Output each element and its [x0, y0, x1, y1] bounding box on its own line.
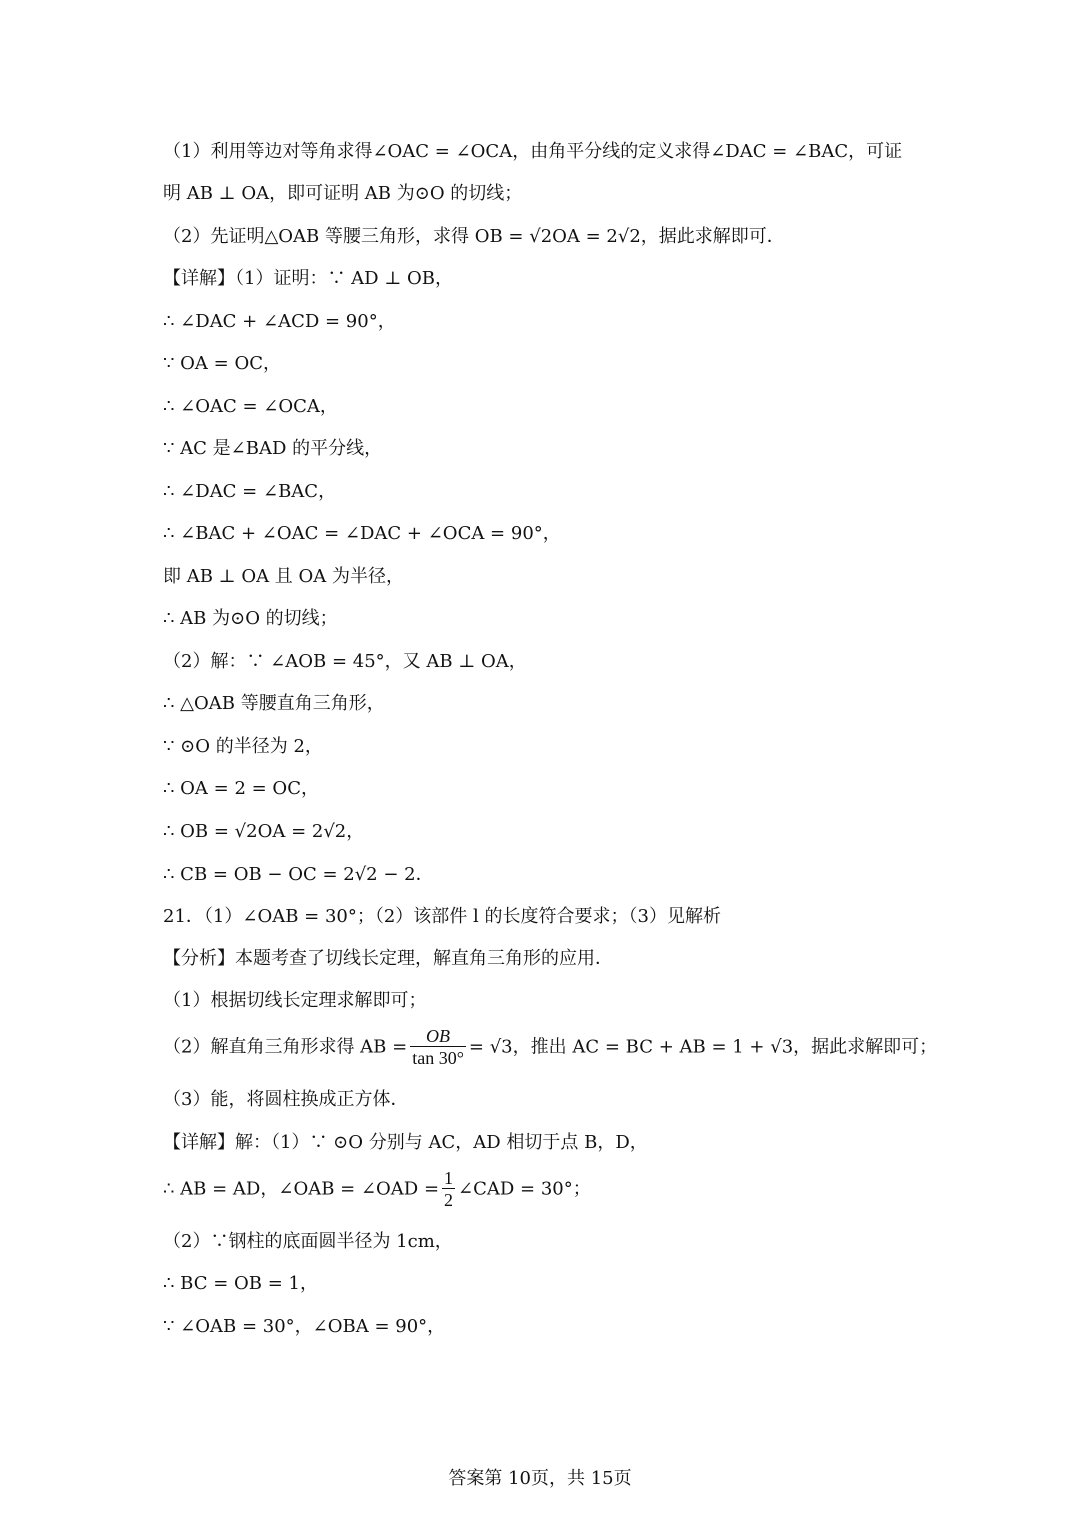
fraction [442, 1168, 455, 1211]
line-suffix: ∠CAD = 30°； [458, 1178, 591, 1200]
fraction-numerator: OB [410, 1026, 466, 1047]
text-line: ∵ ∠OAB = 30°，∠OBA = 90°， [163, 1316, 446, 1337]
text-line: ∴ ∠OAC = ∠OCA， [163, 396, 338, 417]
fraction [410, 1026, 466, 1069]
text-line: ∴ OA = 2 = OC， [163, 778, 319, 799]
fraction-denominator: 2 [444, 1190, 454, 1210]
text-line: ∴ CB = OB − OC = 2√2 − 2． [163, 864, 434, 885]
text-line: （1）根据切线长定理求解即可； [163, 990, 427, 1011]
text-line: 【分析】本题考查了切线长定理，解直角三角形的应用． [163, 948, 613, 969]
text-line: ∵ AC 是∠BAD 的平分线， [163, 438, 383, 459]
text-line: ∴ AB 为⊙O 的切线； [163, 608, 338, 629]
text-line: （2）解：∵ ∠AOB = 45°，又 AB ⊥ OA， [163, 651, 527, 672]
question-21-answer: 21．（1）∠OAB = 30°；（2）该部件 l 的长度符合要求；（3）见解析 [163, 906, 721, 927]
text-line: 【详解】解：（1）∵ ⊙O 分别与 AC，AD 相切于点 B，D， [163, 1132, 648, 1153]
text-line: ∴ ∠DAC = ∠BAC， [163, 481, 337, 502]
line-prefix: （2）解直角三角形求得 AB = [163, 1036, 408, 1058]
text-line: ∵ OA = OC， [163, 353, 281, 374]
text-line: ∴ BC = OB = 1， [163, 1273, 318, 1294]
text-line: ∴ OB = √2OA = 2√2， [163, 821, 365, 842]
text-line: ∴ ∠DAC + ∠ACD = 90°， [163, 311, 396, 332]
text-line: （1）利用等边对等角求得∠OAC = ∠OCA，由角平分线的定义求得∠DAC = ∠BAC，可证 [163, 141, 903, 162]
text-line: （3）能，将圆柱换成正方体． [163, 1089, 409, 1110]
text-line: 明 AB ⊥ OA，即可证明 AB 为⊙O 的切线； [163, 183, 523, 204]
text-line: 【详解】（1）证明：∵ AD ⊥ OB， [163, 268, 453, 289]
fraction-denominator: tan 30° [412, 1048, 464, 1068]
text-line: （2）∵钢柱的底面圆半径为 1cm， [163, 1231, 453, 1252]
line-suffix: = √3，推出 AC = BC + AB = 1 + √3，据此求解即可； [468, 1036, 938, 1058]
text-line: ∴ △OAB 等腰直角三角形， [163, 693, 385, 714]
text-line-with-fraction [163, 1168, 591, 1211]
page-footer: 答案第 10页，共 15页 [448, 1468, 632, 1489]
fraction-numerator: 1 [444, 1168, 454, 1188]
text-line: 即 AB ⊥ OA 且 OA 为半径， [163, 566, 404, 587]
line-prefix: ∴ AB = AD，∠OAB = ∠OAD = [163, 1178, 440, 1200]
text-line: ∵ ⊙O 的半径为 2， [163, 736, 323, 757]
text-line: ∴ ∠BAC + ∠OAC = ∠DAC + ∠OCA = 90°， [163, 523, 561, 544]
text-line: （2）先证明△OAB 等腰三角形，求得 OB = √2OA = 2√2，据此求解即可． [163, 226, 785, 247]
text-line-with-fraction [163, 1026, 937, 1069]
